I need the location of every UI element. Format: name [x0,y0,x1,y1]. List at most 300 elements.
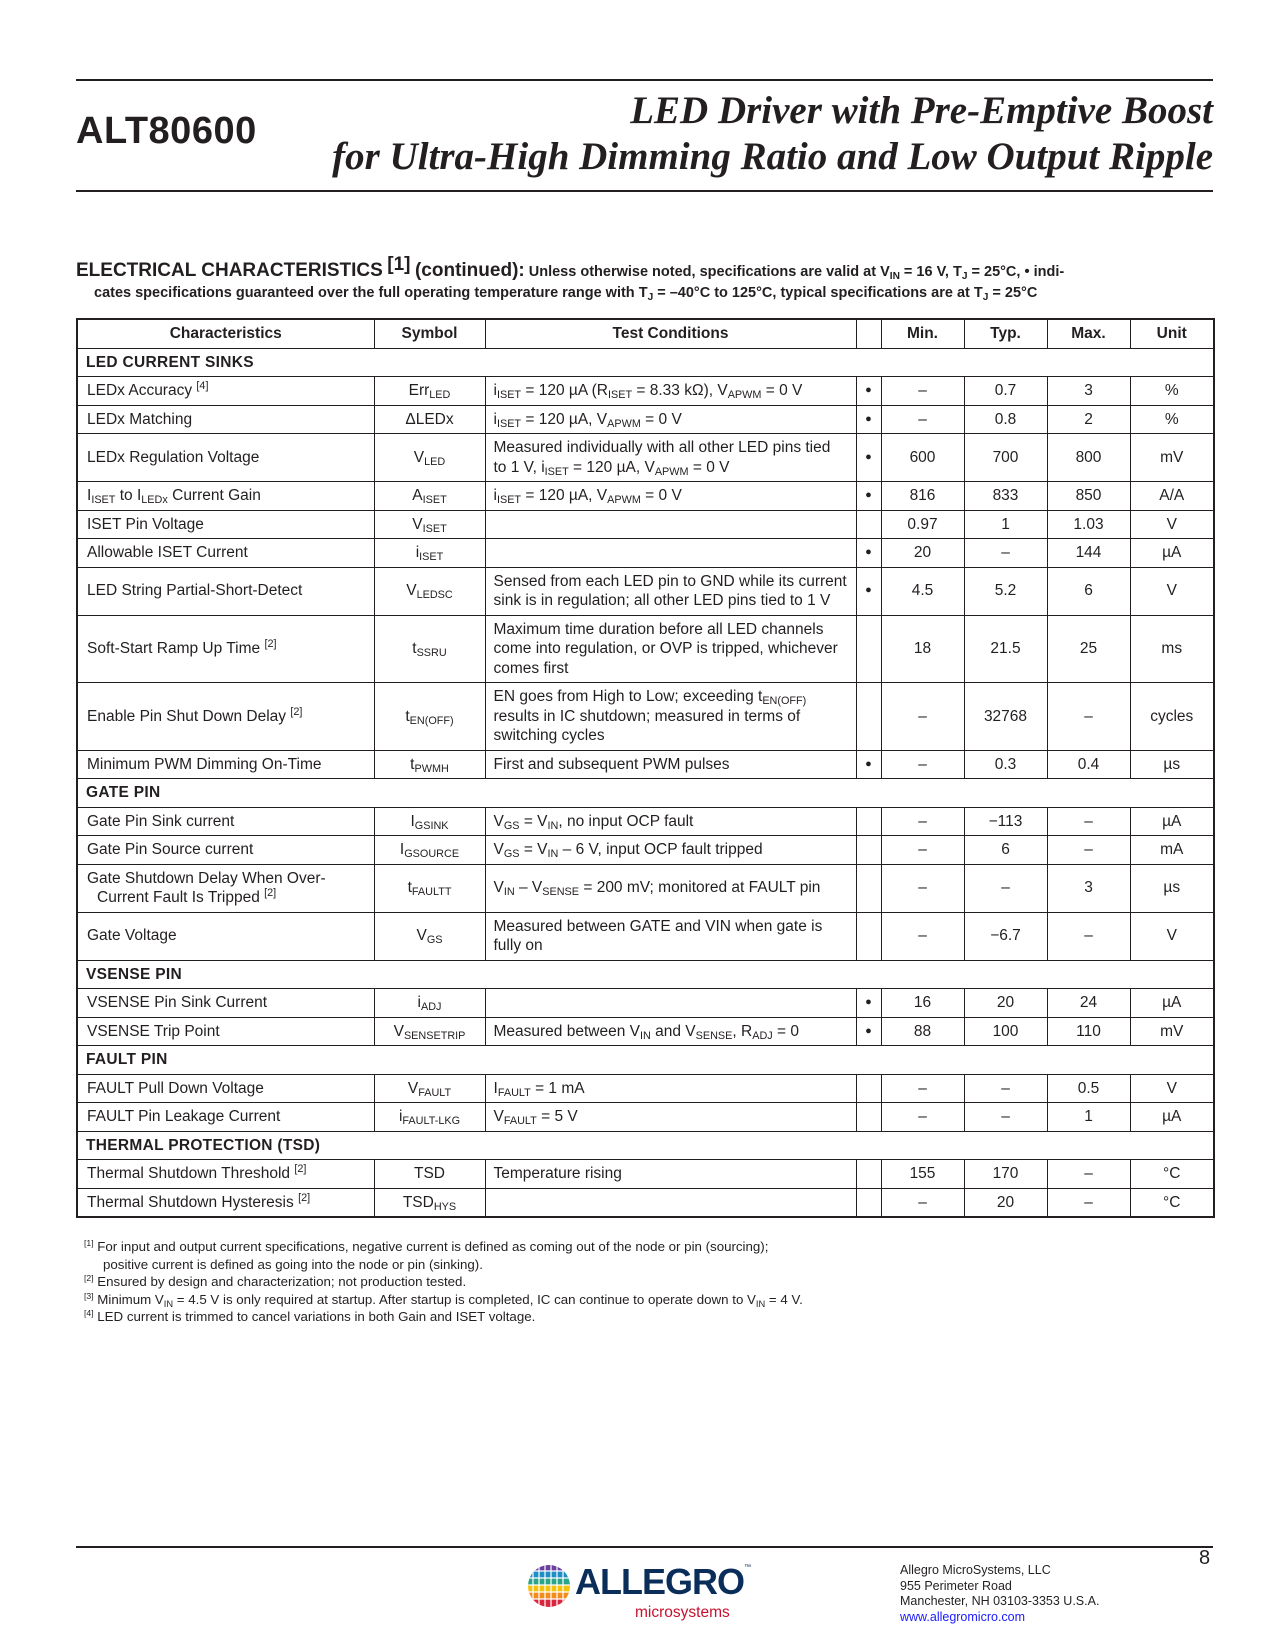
typ-cell: – [964,864,1047,912]
footnote [84,1238,1213,1256]
characteristic-name [87,639,366,659]
subscript: ISET [422,522,447,535]
min-cell: – [881,377,964,406]
max-cell: – [1047,683,1130,751]
symbol-cell [374,1103,485,1132]
table-row [77,750,1214,779]
text-run: = 200 mV; monitored at FAULT pin [579,879,821,897]
footnote-ref: [2] [290,705,303,718]
typ-cell: – [964,1074,1047,1103]
subscript: ISET [544,465,569,478]
characteristic-name [87,410,366,430]
section-row [77,348,1214,377]
text-run: Allowable ISET Current [87,544,248,561]
characteristic-name [87,1107,366,1127]
text-run: – V [514,879,543,897]
min-cell: – [881,683,964,751]
text-run: EN goes from High to Low; exceeding t [493,688,763,705]
test-conditions-cell [485,377,856,406]
full-temp-bullet: ● [856,1017,881,1046]
text-run: t [407,879,412,897]
test-conditions-cell [485,807,856,836]
characteristic-name [87,381,366,401]
symbol-cell [374,377,485,406]
text-run: = 0 V [640,410,682,428]
subscript: FAULT [497,1086,531,1099]
text-run: = 1 mA [530,1079,585,1097]
text-run: = –40°C to 125°C, typical specifications are at T [653,285,983,301]
footnote-ref: [4] [196,380,209,392]
symbol-cell [374,807,485,836]
text-run: – 6 V, input OCP fault tripped [558,841,763,858]
subscript: FAULT [418,1086,452,1099]
text-run: Gate Shutdown Delay When Over-Current Fault Is Tripped [87,869,326,906]
subscript: IN [547,819,559,832]
min-cell: 88 [881,1017,964,1046]
part-number: ALT80600 [76,110,257,152]
text-run: LEDx Matching [87,410,193,428]
subscript: SSRU [416,647,447,659]
text-run: i [493,382,497,399]
table-row [77,377,1214,406]
min-cell: – [881,912,964,960]
unit-cell: µA [1130,539,1214,568]
characteristic-cell [77,567,374,615]
text-run: ΔLEDx [405,410,454,428]
section-row [77,960,1214,989]
text-run: = 4 V. [765,1291,803,1307]
text-run: Unless otherwise noted, specifications are valid at V [524,264,890,280]
text-run: = 0 V [688,458,730,476]
symbol-cell [374,1188,485,1217]
text-run: Sensed from each LED pin to GND while its current sink is in regulation; all other LED pins tied to 1 V [493,572,847,609]
test-conditions-cell [485,989,856,1018]
text-run: V [412,515,423,533]
title-line-1: LED Driver with Pre-Emptive Boost [630,89,1213,132]
unit-cell: µA [1130,989,1214,1018]
footnote-mark: [1] [84,1238,94,1248]
text-run: = 25°C [988,285,1038,301]
main-content [76,254,1213,1326]
subscript: GSOURCE [404,848,460,860]
typ-cell: 32768 [964,683,1047,751]
min-cell: 18 [881,615,964,683]
test-conditions-cell [485,482,856,511]
text-run: LED String Partial-Short-Detect [87,582,303,600]
full-temp-bullet [856,615,881,683]
column-header-max: Max. [1047,319,1130,348]
test-conditions-cell [485,1074,856,1103]
table-row [77,615,1214,683]
full-temp-bullet: ● [856,377,881,406]
characteristic-cell [77,434,374,482]
full-temp-bullet: ● [856,989,881,1018]
text-run: Soft-Start Ramp Up Time [87,640,265,657]
characteristic-name [87,840,366,860]
subscript: IN [755,1298,766,1309]
full-temp-bullet [856,1103,881,1132]
max-cell: 0.5 [1047,1074,1130,1103]
section-continued: (continued): [414,260,525,281]
company-address [900,1563,1099,1625]
text-run: FAULT Pin Leakage Current [87,1108,281,1125]
text-run: = 0 [772,1022,800,1040]
city-address: Manchester, NH 03103-3353 U.S.A. [900,1594,1100,1608]
test-conditions-cell [485,510,856,539]
subscript: IN [639,1029,651,1042]
subscript: IN [503,886,515,899]
text-run: Gate Voltage [87,927,177,945]
characteristic-name [87,448,366,468]
text-run: Current Gain [167,487,261,504]
subscript: ISET [496,389,522,401]
characteristic-cell [77,1103,374,1132]
footer-rule [76,1546,1213,1548]
document-title [332,88,1213,180]
section-label: THERMAL PROTECTION (TSD) [77,1131,1214,1160]
table-row [77,989,1214,1018]
max-cell: 1 [1047,1103,1130,1132]
subscript: PWMH [414,762,449,775]
subscript: ISET [422,494,447,506]
text-run: i [415,544,420,561]
subscript: LED [424,455,446,468]
text-run: i [417,994,421,1011]
typ-cell: 20 [964,1188,1047,1217]
footnote-mark: [3] [84,1290,94,1301]
subscript: APWM [654,465,689,478]
full-temp-bullet [856,836,881,865]
column-header-temp-range [856,319,881,348]
table-row [77,683,1214,751]
characteristic-cell [77,1017,374,1046]
text-run: = 120 µA, V [521,487,608,504]
title-line-2: for Ultra-High Dimming Ratio and Low Output Ripple [332,135,1213,178]
subscript: GSINK [414,819,449,832]
text-run: Minimum V [93,1291,164,1307]
text-run: Thermal Shutdown Threshold [87,1165,295,1182]
text-run: V [393,1022,404,1040]
text-run: results in IC shutdown; measured in terms of switching cycles [493,707,801,744]
typ-cell: 0.3 [964,750,1047,779]
max-cell: 3 [1047,377,1130,406]
characteristic-name [87,1193,366,1213]
characteristic-cell [77,912,374,960]
typ-cell: 0.8 [964,405,1047,434]
section-heading [76,254,1216,304]
characteristic-cell [77,377,374,406]
characteristic-name [87,869,366,908]
max-cell: – [1047,1188,1130,1217]
min-cell: – [881,750,964,779]
full-temp-bullet: ● [856,750,881,779]
allegro-logo [527,1562,777,1624]
text-run: to I [115,487,142,504]
typ-cell: 6 [964,836,1047,865]
characteristic-cell [77,807,374,836]
section-note-line-2 [76,283,1216,304]
test-conditions-cell [485,1160,856,1189]
unit-cell: µA [1130,1103,1214,1132]
section-label: FAULT PIN [77,1046,1214,1075]
website-link[interactable]: www.allegromicro.com [900,1609,1026,1624]
text-run: V [416,927,427,945]
subscript: APWM [727,389,762,401]
unit-cell: µs [1130,864,1214,912]
unit-cell: ms [1130,615,1214,683]
characteristic-name [87,1079,366,1099]
test-conditions-cell [485,750,856,779]
characteristic-name [87,926,366,946]
text-run: V [493,879,504,897]
subscript: ISET [607,389,633,401]
footnote-ref: [2] [264,887,277,899]
column-header-characteristics: Characteristics [77,319,374,348]
column-header-min: Min. [881,319,964,348]
text-run: Enable Pin Shut Down Delay [87,707,291,725]
footnote [84,1291,1213,1309]
text-run: = V [519,841,548,858]
footnotes [84,1238,1213,1326]
characteristic-cell [77,989,374,1018]
section-ref: [1] [387,254,411,275]
text-run: = 8.33 kΩ), V [632,382,728,399]
section-row [77,1046,1214,1075]
min-cell: – [881,405,964,434]
unit-cell: µs [1130,750,1214,779]
max-cell: – [1047,1160,1130,1189]
subscript: APWM [607,494,641,506]
logo-wordmark: ALLEGRO [575,1561,744,1602]
max-cell: – [1047,912,1130,960]
max-cell: 110 [1047,1017,1130,1046]
characteristic-name [87,1164,366,1184]
text-run: I [87,487,92,504]
text-run: VSENSE Pin Sink Current [87,994,268,1011]
max-cell: 0.4 [1047,750,1130,779]
full-temp-bullet: ● [856,539,881,568]
unit-cell: V [1130,567,1214,615]
symbol-cell [374,1017,485,1046]
max-cell: 6 [1047,567,1130,615]
full-temp-bullet: ● [856,434,881,482]
subscript: LED [429,389,451,401]
subscript: SENSETRIP [403,1029,466,1042]
text-run: V [413,448,425,466]
table-row [77,567,1214,615]
typ-cell: – [964,539,1047,568]
min-cell: 155 [881,1160,964,1189]
text-run: VSENSE Trip Point [87,1022,220,1040]
test-conditions-cell [485,1103,856,1132]
text-run: A [412,487,423,504]
text-run: Minimum PWM Dimming On-Time [87,755,322,773]
unit-cell: µA [1130,807,1214,836]
unit-cell: A/A [1130,482,1214,511]
table-row [77,405,1214,434]
characteristic-cell [77,615,374,683]
min-cell: 0.97 [881,510,964,539]
symbol-cell [374,1074,485,1103]
text-run: t [410,755,415,773]
footnote-ref: [2] [298,1191,311,1204]
test-conditions-cell [485,912,856,960]
text-run: i [493,487,497,504]
text-run: Measured between GATE and VIN when gate is fully on [493,917,823,954]
unit-cell: V [1130,510,1214,539]
max-cell: 1.03 [1047,510,1130,539]
characteristic-cell [77,836,374,865]
text-run: = 0 V [640,487,682,504]
typ-cell: 170 [964,1160,1047,1189]
text-run: t [412,640,417,657]
text-run: = 120 µA, V [521,410,608,428]
table-row [77,434,1214,482]
typ-cell: −113 [964,807,1047,836]
text-run: i [493,410,497,428]
text-run: Maximum time duration before all LED channels come into regulation, or OVP is tripped, whichever comes first [493,620,838,677]
unit-cell: cycles [1130,683,1214,751]
full-temp-bullet: ● [856,405,881,434]
text-run: V [407,1079,419,1097]
text-run: LEDx Accuracy [87,382,197,399]
text-run: V [493,841,504,858]
column-header-typ: Typ. [964,319,1047,348]
table-row [77,539,1214,568]
table-header-row [77,319,1214,348]
unit-cell: °C [1130,1160,1214,1189]
footnote [84,1273,1213,1291]
typ-cell: – [964,1103,1047,1132]
unit-cell: % [1130,377,1214,406]
column-header-test-conditions: Test Conditions [485,319,856,348]
electrical-characteristics-table [76,318,1215,1218]
text-run: = 120 µA (R [521,382,608,399]
test-conditions-cell [485,683,856,751]
text-run: V [493,1108,504,1125]
header-bottom-rule [76,190,1213,192]
unit-cell: mV [1130,434,1214,482]
text-run: = 120 µA, V [568,458,655,476]
text-run: V [406,582,417,600]
min-cell: – [881,836,964,865]
characteristic-name [87,1022,366,1042]
characteristic-name [87,812,366,832]
footnote-continuation: positive current is defined as going into the node or pin (sinking). [103,1256,483,1272]
text-run: , no input OCP fault [558,812,694,830]
text-run: = 16 V, T [899,264,962,280]
text-run: Measured individually with all other LED pins tied to 1 V, i [493,439,831,476]
subscript: FAULT [503,1115,537,1127]
max-cell: 24 [1047,989,1130,1018]
footnote [84,1308,1213,1326]
full-temp-bullet [856,1074,881,1103]
symbol-cell [374,912,485,960]
full-temp-bullet: ● [856,567,881,615]
test-conditions-cell [485,1017,856,1046]
subscript: APWM [607,417,641,430]
max-cell: 2 [1047,405,1130,434]
text-run: Temperature rising [493,1165,622,1182]
page-number: 8 [1199,1547,1211,1569]
max-cell: 850 [1047,482,1130,511]
min-cell: 816 [881,482,964,511]
section-label: VSENSE PIN [77,960,1214,989]
footnote-mark: [2] [84,1273,94,1283]
typ-cell: 0.7 [964,377,1047,406]
text-run: Gate Pin Source current [87,841,254,858]
symbol-cell [374,615,485,683]
company-name: Allegro MicroSystems, LLC [900,1563,1051,1577]
section-row [77,1131,1214,1160]
logo-subtext: microsystems [635,1604,730,1621]
text-run: and V [650,1022,696,1040]
unit-cell: % [1130,405,1214,434]
subscript: IN [547,848,559,860]
text-run: = 5 V [536,1108,578,1125]
full-temp-bullet: ● [856,482,881,511]
subscript: ISET [419,551,444,563]
table-row [77,510,1214,539]
subscript: GS [503,819,520,832]
text-run: I [399,841,405,858]
typ-cell: 833 [964,482,1047,511]
allegro-logo-graphic [527,1562,573,1612]
characteristic-cell [77,482,374,511]
min-cell: 4.5 [881,567,964,615]
characteristic-cell [77,683,374,751]
text-run: LEDx Regulation Voltage [87,448,260,466]
unit-cell: V [1130,1074,1214,1103]
subscript: J [961,271,968,282]
subscript: FAULT-LKG [402,1115,461,1127]
full-temp-bullet [856,1160,881,1189]
symbol-cell [374,750,485,779]
footnote-mark: [4] [84,1308,94,1318]
characteristic-name [87,993,366,1013]
subscript: IN [889,271,900,282]
typ-cell: 20 [964,989,1047,1018]
symbol-cell [374,683,485,751]
text-run: = V [519,812,548,830]
text-run: cates specifications guaranteed over the full operating temperature range with T [94,285,648,301]
typ-cell: 21.5 [964,615,1047,683]
street-address: 955 Perimeter Road [900,1578,1012,1593]
test-conditions-cell [485,615,856,683]
min-cell: 16 [881,989,964,1018]
table-row [77,482,1214,511]
subscript: GS [503,848,520,860]
characteristic-cell [77,750,374,779]
typ-cell: 100 [964,1017,1047,1046]
table-row [77,1160,1214,1189]
symbol-cell [374,989,485,1018]
symbol-cell [374,510,485,539]
unit-cell: °C [1130,1188,1214,1217]
min-cell: – [881,1188,964,1217]
subscript: J [982,292,989,303]
full-temp-bullet [856,807,881,836]
unit-cell: mV [1130,1017,1214,1046]
min-cell: 20 [881,539,964,568]
text-run: V [493,812,504,830]
table-row [77,836,1214,865]
section-label: GATE PIN [77,779,1214,808]
text-run: FAULT Pull Down Voltage [87,1079,264,1097]
text-run: , R [732,1022,753,1040]
table-row [77,912,1214,960]
text-run: TSD [402,1193,434,1211]
